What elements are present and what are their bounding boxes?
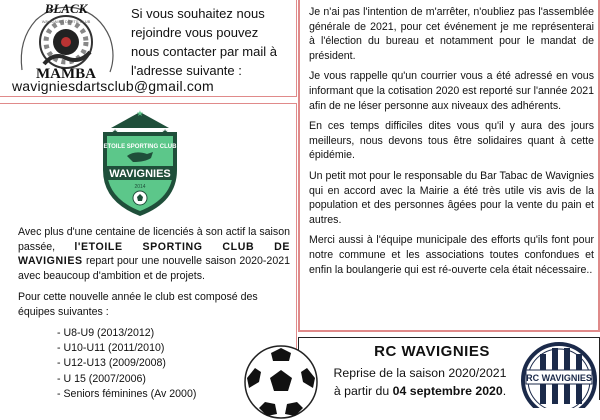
- letter-body: [309, 5, 594, 283]
- contact-line: nous contacter par mail à: [131, 44, 277, 59]
- mamba-logo-ring-text: WAVIGNIES DARTS CLUB: [41, 19, 91, 24]
- esc-logo-ring-text: ETOILE SPORTING CLUB: [103, 144, 177, 150]
- black-mamba-logo: [14, 0, 118, 80]
- team-list: [57, 326, 196, 402]
- letter-paragraph: En ces temps difficiles dites vous qu'il y aura des jours meilleurs, nous devons tous être solidaires quant à cette épidémie.: [309, 120, 594, 162]
- contact-line: rejoindre vous pouvez: [131, 25, 259, 40]
- svg-text:★: ★: [136, 109, 144, 118]
- club-intro-text: Avec plus d'une centaine de licenciés à son actif la saison passée,: [18, 226, 290, 253]
- team-item: - U 15 (2007/2006): [57, 372, 196, 387]
- letter-paragraph: Je n'ai pas l'intention de m'arrêter, n'oubliez pas l'assemblée générale de 2021, pour cet événement je me représenterai à l'élection du bureau et notamment pour le mandat de président.: [309, 6, 594, 62]
- mamba-logo-top-text: BLACK: [44, 1, 88, 16]
- club-name: l'ETOILE SPORTING CLUB DE WAVIGNIES: [18, 240, 290, 268]
- president-letter-panel: [298, 0, 600, 332]
- rc-start-date: [320, 384, 520, 398]
- rc-date-suffix: .: [502, 384, 507, 398]
- rc-date-prefix: à partir du: [333, 384, 393, 398]
- soccer-ball-icon: [243, 344, 319, 420]
- contact-message: [131, 4, 291, 80]
- mamba-logo-bottom-text: MAMBA: [36, 66, 96, 80]
- club-composition: Pour cette nouvelle année le club est composé des équipes suivantes :: [18, 291, 258, 318]
- esc-logo-name: WAVIGNIES: [109, 168, 171, 180]
- rc-logo-text: RC WAVIGNIES: [526, 373, 592, 383]
- rc-date: 04 septembre 2020: [392, 384, 503, 398]
- letter-paragraph: Merci aussi à l'équipe municipale des efforts qu'ils font pour notre commune et les associations toutes confondues et enfin la boulangerie qui est ré-ouverte cela était nécessaire..: [309, 234, 594, 276]
- rc-wavignies-logo: [518, 338, 600, 408]
- rc-season-text: Reprise de la saison 2020/2021: [333, 366, 507, 380]
- rc-title: RC WAVIGNIES: [374, 343, 490, 360]
- team-item: - U12-U13 (2009/2008): [57, 356, 196, 371]
- etoile-sporting-club-logo: [93, 106, 187, 218]
- letter-paragraph: Un petit mot pour le responsable du Bar Tabac de Wavignies qui en accord avec la Mairie a été très utile vis avis de la population et des personnes âgées pour la vente du pain et autres.: [309, 169, 594, 226]
- esc-logo-year: 2014: [134, 184, 146, 190]
- team-item: - U10-U11 (2011/2010): [57, 341, 196, 356]
- team-item: - Seniors féminines (Av 2000): [57, 387, 196, 402]
- contact-line: l'adresse suivante :: [131, 63, 242, 78]
- team-item: - U8-U9 (2013/2012): [57, 326, 196, 341]
- club-intro: [18, 225, 290, 283]
- club-intro-text: repart pour une nouvelle saison 2020-2021 avec beaucoup d'ambition et de projets.: [18, 255, 290, 282]
- letter-paragraph: Je vous rappelle qu'un courrier vous a été adressé en vous informant que la cotisation 2020 est reporté sur l'année 2021 afin de ne léser personne aux niveaux des adhérents.: [309, 70, 594, 112]
- contact-email[interactable]: wavigniesdartsclub@gmail.com: [12, 78, 214, 94]
- contact-line: Si vous souhaitez nous: [131, 6, 265, 21]
